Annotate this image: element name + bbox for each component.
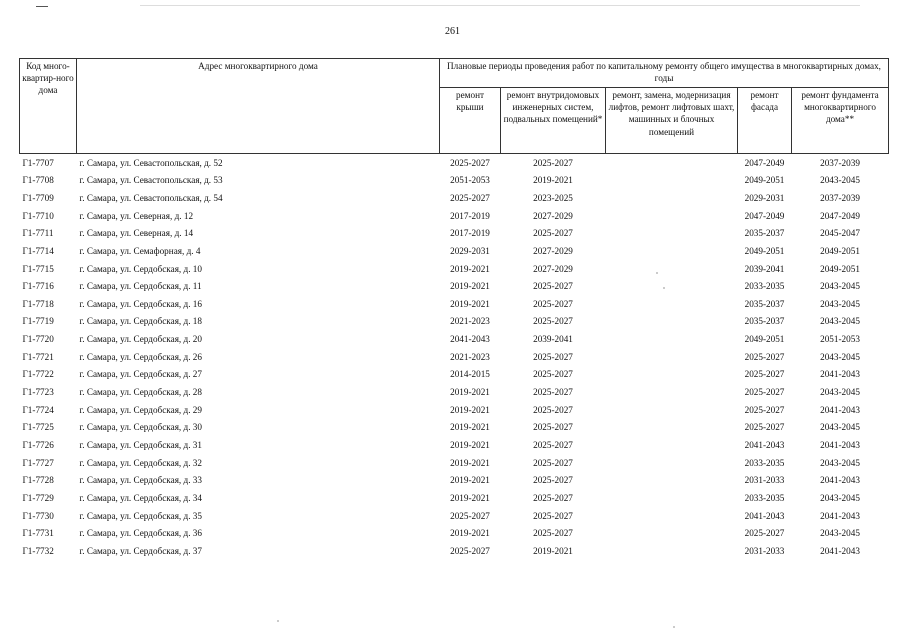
table-row [20, 401, 889, 419]
table-row [20, 260, 889, 278]
cell-foundation: 2043-2045 [820, 175, 860, 186]
cell-elevators [606, 260, 738, 278]
cell-foundation: 2041-2043 [820, 404, 860, 415]
table-row [20, 172, 889, 190]
table-row [20, 189, 889, 207]
scan-speck [656, 272, 658, 274]
cell-elevators [606, 189, 738, 207]
cell-code: Г1-7710 [22, 210, 54, 221]
scan-speck [673, 626, 675, 628]
cell-elevators [606, 524, 738, 542]
cell-code: Г1-7708 [22, 175, 54, 186]
cell-systems: 2019-2021 [533, 545, 573, 556]
cell-foundation: 2037-2039 [792, 154, 889, 172]
table-row [20, 472, 889, 490]
cell-facade: 2025-2027 [744, 351, 785, 362]
cell-facade: 2025-2027 [744, 422, 785, 433]
cell-elevators [606, 330, 738, 348]
cell-facade: 2039-2041 [744, 263, 785, 274]
header-elevators: ремонт, замена, модернизация лифтов, ремонт лифтовых шахт, машинных и блочных помещений [606, 88, 738, 154]
cell-foundation: 2049-2051 [820, 263, 860, 274]
cell-code: Г1-7725 [22, 422, 54, 433]
cell-roof: 2025-2027 [450, 193, 490, 203]
cell-roof: 2041-2043 [450, 334, 490, 345]
cell-elevators [606, 472, 738, 490]
table-row [20, 313, 889, 331]
cell-foundation: 2041-2043 [820, 510, 860, 521]
header-facade: ремонт фасада [738, 88, 792, 154]
cell-facade: 2047-2049 [738, 154, 792, 172]
cell-elevators [606, 348, 738, 366]
cell-address: г. Самара, ул. Севастопольская, д. 53 [79, 175, 223, 186]
cell-systems: 2025-2027 [533, 439, 573, 450]
table-row [20, 454, 889, 472]
table-row [20, 419, 889, 437]
cell-foundation: 2043-2045 [820, 298, 860, 309]
cell-foundation: 2043-2045 [820, 387, 860, 398]
table-row [20, 507, 889, 525]
cell-code: Г1-7732 [22, 545, 54, 556]
cell-foundation: 2037-2039 [820, 193, 860, 203]
cell-code: Г1-7711 [22, 228, 54, 239]
cell-roof: 2017-2019 [450, 228, 490, 239]
cell-systems: 2025-2027 [533, 404, 573, 415]
cell-code: Г1-7731 [22, 528, 54, 539]
cell-address: г. Самара, ул. Сердобская, д. 37 [79, 545, 202, 556]
cell-address: г. Самара, ул. Сердобская, д. 34 [79, 492, 202, 503]
cell-facade: 2049-2051 [744, 334, 785, 345]
cell-systems: 2027-2029 [533, 245, 573, 256]
cell-systems: 2025-2027 [533, 369, 573, 380]
cell-foundation: 2043-2045 [820, 422, 860, 433]
cell-facade: 2047-2049 [744, 210, 785, 221]
cell-foundation: 2043-2045 [820, 528, 860, 539]
cell-address: г. Самара, ул. Сердобская, д. 18 [79, 316, 202, 327]
cell-systems: 2025-2027 [533, 316, 573, 327]
cell-roof: 2019-2021 [450, 422, 490, 433]
cell-facade: 2029-2031 [744, 193, 785, 203]
cell-address: г. Самара, ул. Сердобская, д. 26 [79, 351, 202, 362]
cell-facade: 2033-2035 [744, 457, 785, 468]
cell-systems: 2025-2027 [533, 457, 573, 468]
cell-code: Г1-7722 [22, 369, 54, 380]
cell-elevators [606, 313, 738, 331]
cell-facade: 2031-2033 [744, 475, 785, 486]
table-row [20, 242, 889, 260]
cell-systems: 2039-2041 [533, 334, 573, 345]
cell-systems: 2025-2027 [533, 281, 573, 292]
cell-foundation: 2041-2043 [820, 369, 860, 380]
cell-roof: 2019-2021 [450, 387, 490, 398]
cell-roof: 2021-2023 [450, 316, 490, 327]
cell-systems: 2023-2025 [533, 193, 573, 203]
table-row [20, 542, 889, 560]
table-row [20, 383, 889, 401]
cell-facade: 2033-2035 [744, 281, 785, 292]
cell-elevators [606, 489, 738, 507]
page-number: 261 [445, 26, 460, 37]
cell-roof: 2021-2023 [450, 351, 490, 362]
cell-facade: 2035-2037 [744, 228, 785, 239]
cell-roof: 2019-2021 [450, 281, 490, 292]
cell-address: г. Самара, ул. Севастопольская, д. 54 [79, 193, 223, 203]
cell-systems: 2025-2027 [533, 475, 573, 486]
cell-roof: 2014-2015 [450, 369, 490, 380]
cell-systems: 2019-2021 [533, 175, 573, 186]
cell-address: г. Самара, ул. Сердобская, д. 33 [79, 475, 202, 486]
cell-address: г. Самара, ул. Сердобская, д. 10 [79, 263, 202, 274]
cell-elevators [606, 401, 738, 419]
cell-systems: 2025-2027 [533, 528, 573, 539]
cell-systems: 2025-2027 [533, 228, 573, 239]
table-row [20, 524, 889, 542]
cell-code: Г1-7709 [22, 193, 54, 203]
cell-foundation: 2043-2045 [820, 492, 860, 503]
cell-elevators [606, 507, 738, 525]
cell-code: Г1-7730 [22, 510, 54, 521]
cell-facade: 2033-2035 [744, 492, 785, 503]
cell-address: г. Самара, ул. Сердобская, д. 11 [79, 281, 202, 292]
header-address: Адрес многоквартирного дома [77, 59, 440, 154]
cell-roof: 2019-2021 [450, 492, 490, 503]
cell-systems: 2025-2027 [533, 492, 573, 503]
cell-elevators [606, 366, 738, 384]
cell-roof: 2051-2053 [450, 175, 490, 186]
cell-code: Г1-7716 [22, 281, 54, 292]
cell-facade: 2025-2027 [744, 528, 785, 539]
table-row [20, 366, 889, 384]
cell-roof: 2019-2021 [450, 263, 490, 274]
cell-elevators [606, 277, 738, 295]
header-code: Код много-квартир-ного дома [20, 59, 77, 154]
cell-foundation: 2047-2049 [820, 210, 860, 221]
cell-elevators [606, 172, 738, 190]
header-systems: ремонт внутридомовых инженерных систем, подвальных помещений* [501, 88, 606, 154]
cell-roof: 2029-2031 [450, 245, 490, 256]
cell-foundation: 2043-2045 [820, 281, 860, 292]
cell-elevators [606, 207, 738, 225]
cell-foundation: 2045-2047 [820, 228, 860, 239]
cell-facade: 2035-2037 [744, 316, 785, 327]
cell-code: Г1-7724 [22, 404, 54, 415]
cell-foundation: 2041-2043 [820, 439, 860, 450]
cell-code: Г1-7721 [22, 351, 54, 362]
table-row [20, 207, 889, 225]
capital-repair-table [19, 58, 889, 560]
scan-speck [277, 620, 279, 622]
cell-address: г. Самара, ул. Севастопольская, д. 52 [77, 154, 440, 172]
cell-roof: 2019-2021 [450, 475, 490, 486]
cell-systems: 2027-2029 [533, 263, 573, 274]
cell-address: г. Самара, ул. Сердобская, д. 30 [79, 422, 202, 433]
cell-code: Г1-7715 [22, 263, 54, 274]
cell-code: Г1-7723 [22, 387, 54, 398]
cell-facade: 2041-2043 [744, 510, 785, 521]
cell-address: г. Самара, ул. Северная, д. 12 [79, 210, 194, 221]
cell-elevators [606, 436, 738, 454]
table-row [20, 277, 889, 295]
cell-facade: 2025-2027 [744, 404, 785, 415]
cell-address: г. Самара, ул. Сердобская, д. 28 [79, 387, 202, 398]
cell-elevators [606, 242, 738, 260]
table-row [20, 436, 889, 454]
cell-address: г. Самара, ул. Сердобская, д. 35 [79, 510, 202, 521]
cell-roof: 2025-2027 [450, 545, 490, 556]
cell-roof: 2017-2019 [450, 210, 490, 221]
cell-elevators [606, 295, 738, 313]
cell-address: г. Самара, ул. Сердобская, д. 32 [79, 457, 202, 468]
cell-facade: 2041-2043 [744, 439, 785, 450]
cell-code: Г1-7727 [22, 457, 54, 468]
header-roof: ремонт крыши [440, 88, 501, 154]
cell-systems: 2027-2029 [533, 210, 573, 221]
cell-address: г. Самара, ул. Северная, д. 14 [79, 228, 194, 239]
cell-systems: 2025-2027 [533, 351, 573, 362]
cell-facade: 2025-2027 [744, 369, 785, 380]
cell-foundation: 2041-2043 [820, 545, 860, 556]
scan-edge [140, 5, 860, 6]
cell-facade: 2031-2033 [744, 545, 785, 556]
cell-address: г. Самара, ул. Сердобская, д. 31 [79, 439, 202, 450]
cell-roof: 2025-2027 [440, 154, 501, 172]
table-header [20, 59, 889, 154]
cell-code: Г1-7707 [20, 154, 77, 172]
cell-elevators [606, 542, 738, 560]
cell-code: Г1-7729 [22, 492, 54, 503]
cell-code: Г1-7726 [22, 439, 54, 450]
cell-systems: 2025-2027 [533, 298, 573, 309]
cell-address: г. Самара, ул. Семафорная, д. 4 [79, 245, 201, 256]
cell-elevators [606, 419, 738, 437]
cell-foundation: 2043-2045 [820, 316, 860, 327]
cell-systems: 2025-2027 [533, 422, 573, 433]
cell-code: Г1-7714 [22, 245, 54, 256]
cell-address: г. Самара, ул. Сердобская, д. 27 [79, 369, 202, 380]
header-group: Плановые периоды проведения работ по капитальному ремонту общего имущества в многоквартирных домах, годы [440, 59, 889, 88]
cell-elevators [606, 383, 738, 401]
cell-roof: 2025-2027 [450, 510, 490, 521]
cell-elevators [606, 454, 738, 472]
table-body [20, 154, 889, 560]
cell-systems: 2025-2027 [533, 387, 573, 398]
cell-facade: 2049-2051 [744, 175, 785, 186]
cell-code: Г1-7719 [22, 316, 54, 327]
cell-roof: 2019-2021 [450, 298, 490, 309]
cell-foundation: 2041-2043 [820, 475, 860, 486]
cell-code: Г1-7720 [22, 334, 54, 345]
cell-facade: 2049-2051 [744, 245, 785, 256]
cell-roof: 2019-2021 [450, 457, 490, 468]
cell-elevators [606, 154, 738, 172]
cell-code: Г1-7728 [22, 475, 54, 486]
cell-foundation: 2043-2045 [820, 457, 860, 468]
cell-address: г. Самара, ул. Сердобская, д. 20 [79, 334, 202, 345]
table-row [20, 225, 889, 243]
cell-roof: 2019-2021 [450, 404, 490, 415]
table-row [20, 330, 889, 348]
table-row [20, 295, 889, 313]
table-row [20, 154, 889, 172]
cell-facade: 2025-2027 [744, 387, 785, 398]
scan-speck [663, 287, 665, 289]
cell-address: г. Самара, ул. Сердобская, д. 16 [79, 298, 202, 309]
table-row [20, 489, 889, 507]
cell-elevators [606, 225, 738, 243]
cell-address: г. Самара, ул. Сердобская, д. 36 [79, 528, 202, 539]
cell-roof: 2019-2021 [450, 528, 490, 539]
cell-address: г. Самара, ул. Сердобская, д. 29 [79, 404, 202, 415]
cell-foundation: 2049-2051 [820, 245, 860, 256]
cell-systems: 2025-2027 [501, 154, 606, 172]
cell-foundation: 2051-2053 [820, 334, 860, 345]
cell-code: Г1-7718 [22, 298, 54, 309]
header-foundation: ремонт фундамента многоквартирного дома** [792, 88, 889, 154]
scan-mark [36, 6, 48, 7]
cell-systems: 2025-2027 [533, 510, 573, 521]
cell-roof: 2019-2021 [450, 439, 490, 450]
table-row [20, 348, 889, 366]
cell-facade: 2035-2037 [744, 298, 785, 309]
cell-foundation: 2043-2045 [820, 351, 860, 362]
